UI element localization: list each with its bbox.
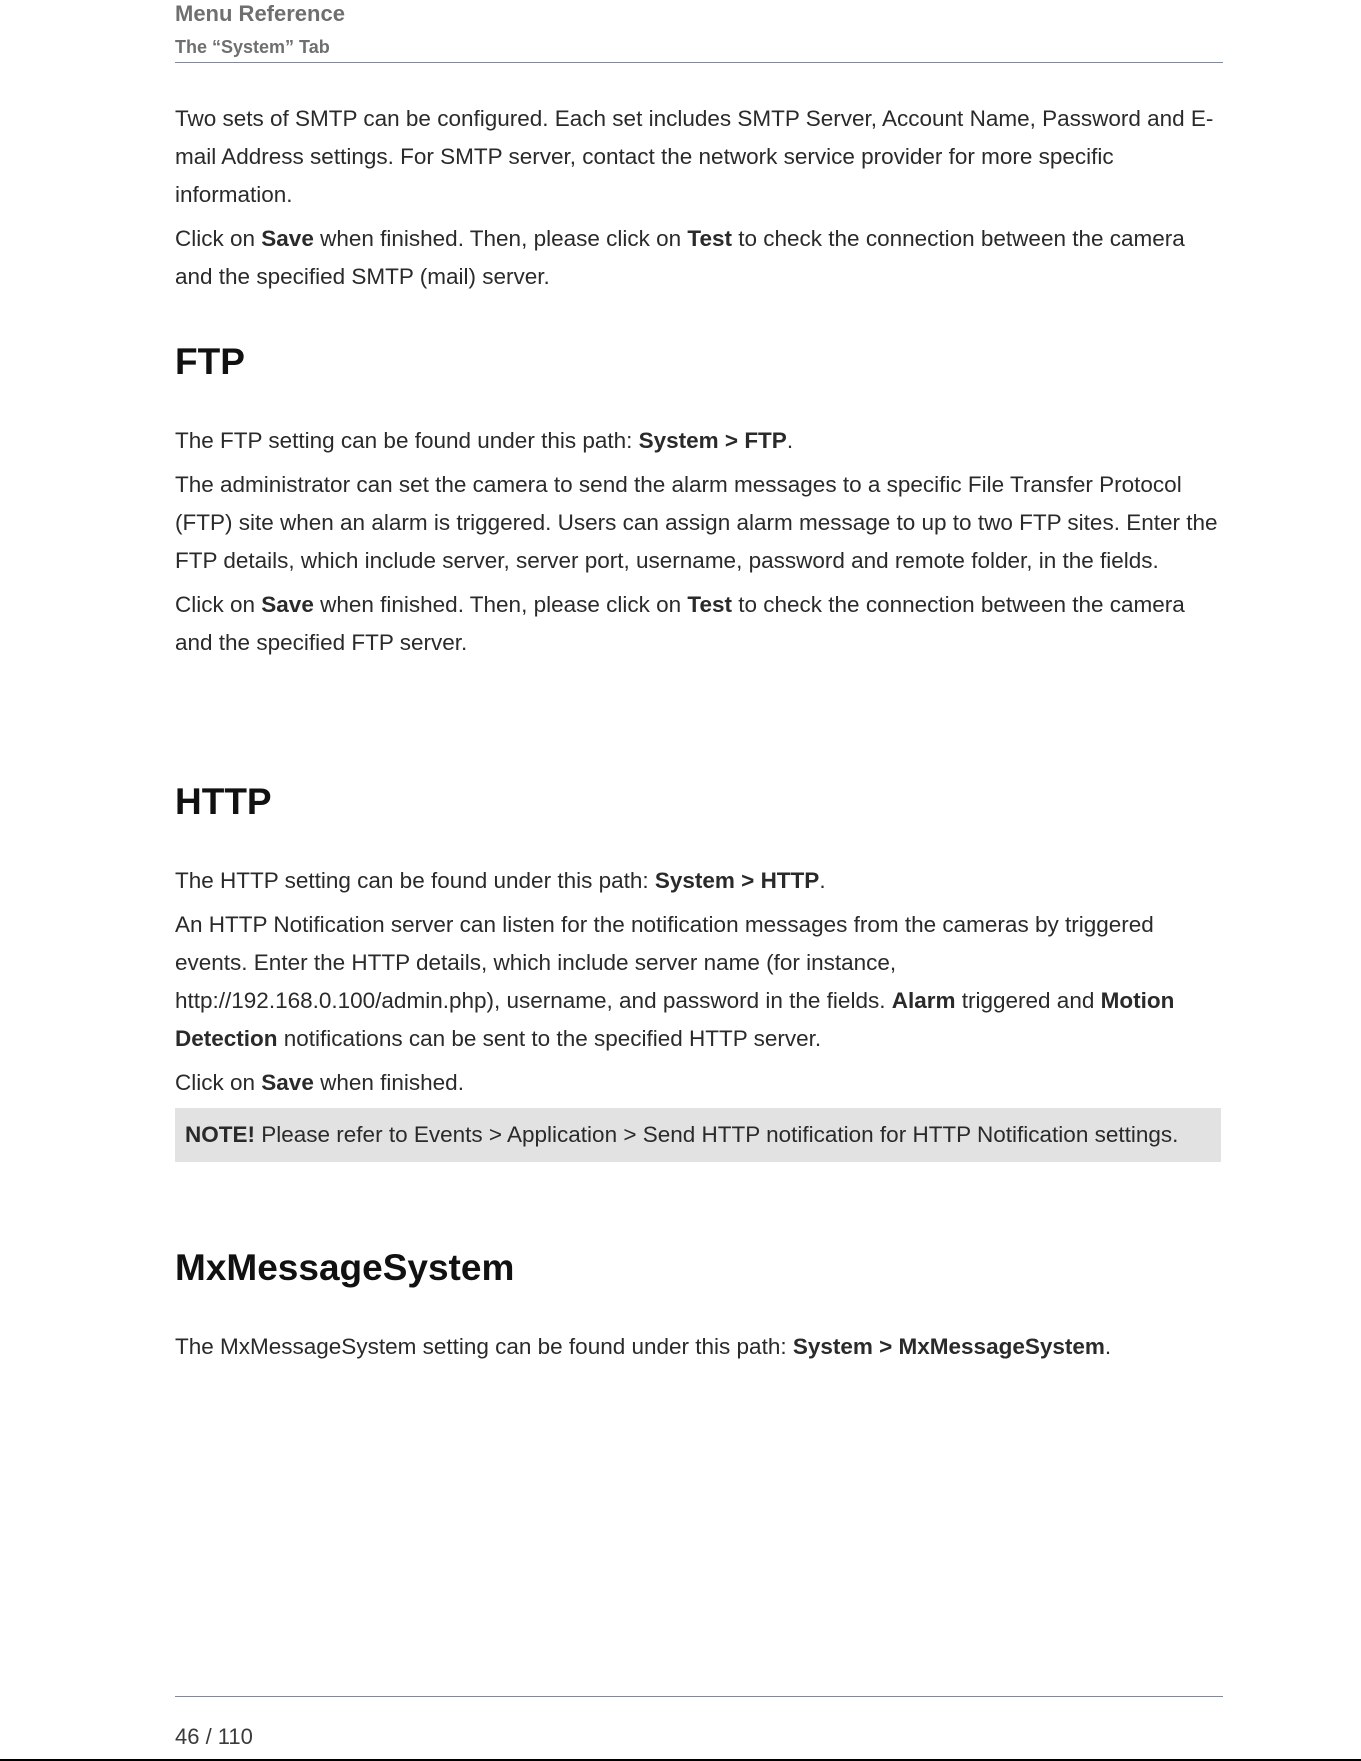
mxmessagesystem-section (175, 1246, 1225, 1372)
text: Click on (175, 226, 262, 251)
save-term: Save (261, 592, 314, 617)
note-text: Please refer to Events > Application > Send HTTP notification for HTTP Notification settings. (255, 1122, 1179, 1147)
mxmessagesystem-path-value: System > MxMessageSystem (792, 1334, 1105, 1359)
mxmessagesystem-heading: MxMessageSystem (175, 1247, 515, 1288)
footer-rule (175, 1696, 1223, 1697)
http-heading: HTTP (175, 781, 272, 822)
header-title: Menu Reference (175, 1, 345, 26)
text: when finished. Then, please click on (313, 226, 688, 251)
smtp-paragraph-1: Two sets of SMTP can be configured. Each set includes SMTP Server, Account Name, Password and E-mail Address settings. For SMTP server, contact the network service provider for more specific information. (175, 106, 1214, 207)
ftp-section (175, 340, 1225, 668)
ftp-paragraph-2: The administrator can set the camera to send the alarm messages to a specific File Transfer Protocol (FTP) site when an alarm is triggered. Users can assign alarm message to up to two FTP sites. Enter the FTP details, which include server, server port, username, password and remote folder, in the fields. (175, 472, 1218, 573)
test-term: Test (687, 226, 732, 251)
text: . (1104, 1334, 1112, 1359)
save-term: Save (261, 1070, 314, 1095)
text: The FTP setting can be found under this path: (175, 428, 639, 453)
http-path-value: System > HTTP (654, 868, 820, 893)
http-path (175, 862, 1225, 900)
text: to check the connection between the camera and the specified FTP server. (175, 592, 1185, 655)
mxmessagesystem-path (175, 1328, 1225, 1366)
text: when finished. Then, please click on (313, 592, 688, 617)
page-number: 46 / 110 (175, 1724, 253, 1749)
ftp-path (175, 422, 1225, 460)
text: An HTTP Notification server can listen for the notification messages from the cameras by triggered events. Enter the HTTP details, which include server name (for instance, http://192.168.0.100/admin.php), username, and password in the fields. (175, 912, 1154, 1013)
text: when finished. (313, 1070, 464, 1095)
motion-detection-term: Motion Detection (175, 988, 1175, 1051)
note-label: NOTE! (185, 1122, 255, 1147)
save-term: Save (261, 226, 314, 251)
note-box (175, 1108, 1221, 1162)
http-paragraph-3 (175, 1064, 1225, 1102)
text: to check the connection between the camera and the specified SMTP (mail) server. (175, 226, 1185, 289)
ftp-paragraph-3 (175, 586, 1225, 662)
smtp-paragraph-2 (175, 220, 1225, 296)
http-section (175, 780, 1225, 1162)
alarm-term: Alarm (891, 988, 956, 1013)
text: . (819, 868, 826, 893)
text: The HTTP setting can be found under this path: (175, 868, 655, 893)
http-paragraph-2 (175, 906, 1225, 1058)
header-subtitle: The “System” Tab (175, 37, 330, 57)
ftp-path-value: System > FTP (638, 428, 787, 453)
smtp-section (175, 100, 1225, 302)
text: The MxMessageSystem setting can be found under this path: (175, 1334, 793, 1359)
text: Click on (175, 1070, 262, 1095)
ftp-heading: FTP (175, 341, 245, 382)
text: notifications can be sent to the specified HTTP server. (277, 1026, 822, 1051)
test-term: Test (687, 592, 732, 617)
running-header (175, 0, 1223, 63)
text: triggered and (955, 988, 1101, 1013)
text: . (786, 428, 794, 453)
text: Click on (175, 592, 262, 617)
